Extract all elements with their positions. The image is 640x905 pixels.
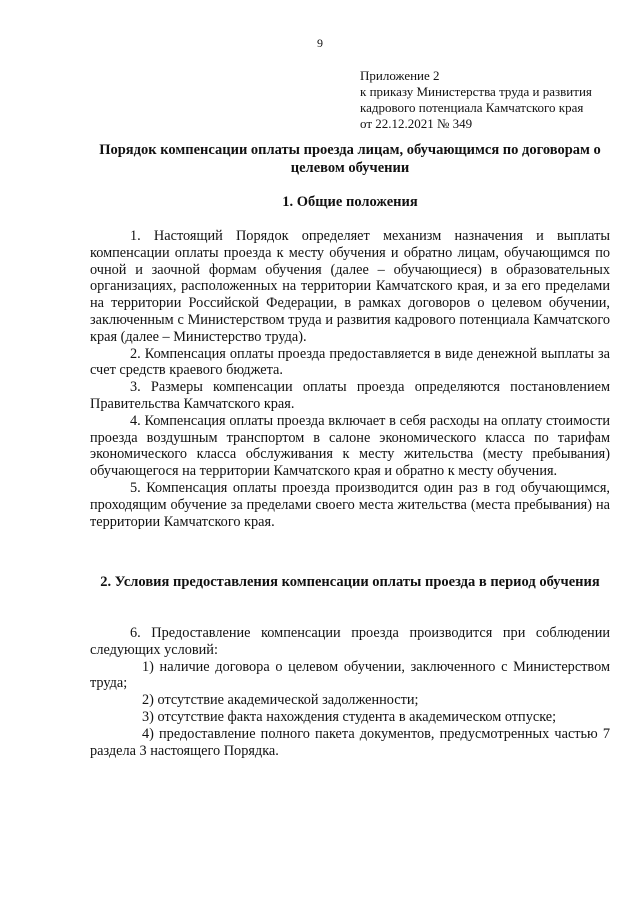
- paragraph: 3. Размеры компенсации оплаты проезда определяются постановлением Правительства Камчатского края.: [90, 379, 610, 412]
- paragraph: 5. Компенсация оплаты проезда производится один раз в год обучающимся, проходящим обучение за пределами своего места жительства (места пребывания) на территории Камчатского края.: [90, 479, 610, 530]
- list-item: 4) предоставление полного пакета документов, предусмотренных частью 7 раздела 3 настоящего Порядка.: [90, 725, 610, 759]
- paragraph: 6. Предоставление компенсации проезда производится при соблюдении следующих условий:: [90, 625, 610, 658]
- section-heading: 1. Общие положения: [282, 194, 418, 210]
- page-number: 9: [317, 36, 323, 50]
- appendix-line: к приказу Министерства труда и развития: [360, 84, 592, 99]
- appendix-note: [360, 68, 630, 132]
- paragraph: 4. Компенсация оплаты проезда включает в себя расходы на оплату стоимости проезда воздушным транспортом в салоне экономического класса по тарифам экономического класса обслуживания к месту жительства (месту пребывания) обучающегося на территории Камчатского края и обратно к месту обучения.: [90, 412, 610, 480]
- appendix-line: Приложение 2: [360, 68, 440, 83]
- section-body: [90, 228, 610, 530]
- paragraph: 2. Компенсация оплаты проезда предоставляется в виде денежной выплаты за счет средств краевого бюджета.: [90, 345, 610, 379]
- list-item: 3) отсутствие факта нахождения студента в академическом отпуске;: [142, 708, 557, 725]
- section-heading: 2. Условия предоставления компенсации оплаты проезда в период обучения: [100, 574, 600, 590]
- document-title: Порядок компенсации оплаты проезда лицам, обучающимся по договорам о целевом обучении: [99, 142, 601, 176]
- appendix-line: кадрового потенциала Камчатского края: [360, 100, 584, 115]
- appendix-line: от 22.12.2021 № 349: [360, 116, 473, 131]
- paragraph: 1. Настоящий Порядок определяет механизм назначения и выплаты компенсации оплаты проезда к месту обучения и обратно лицам, обучающимся по очной и заочной формам обучения (далее – обучающиеся) в образовательных организациях, расположенных на территории Камчатского края, и за его пределами на территории Российской Федерации, в рамках договоров о целевом обучении, заключенным с Министерством труда и развития кадрового потенциала Камчатского края (далее – Министерство труда).: [90, 228, 610, 345]
- list-item: 2) отсутствие академической задолженности;: [142, 692, 419, 709]
- list-item: 1) наличие договора о целевом обучении, заключенного с Министерством труда;: [90, 658, 610, 692]
- section-body: [90, 625, 610, 759]
